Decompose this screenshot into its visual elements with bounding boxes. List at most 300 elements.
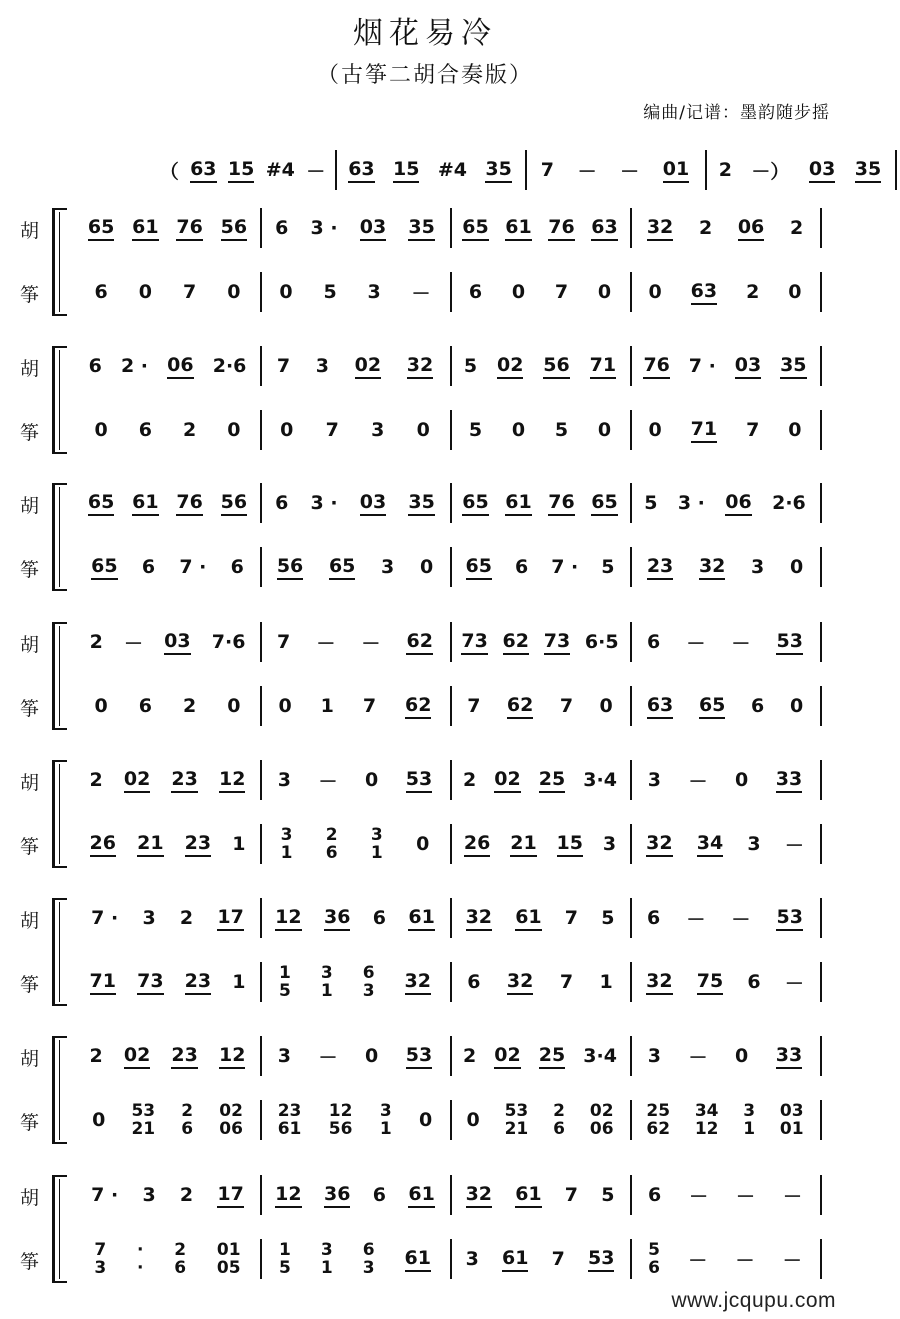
note: 6: [275, 217, 289, 239]
note: 0: [278, 695, 292, 717]
note: 34 12: [694, 1101, 719, 1139]
note: －: [736, 1185, 756, 1208]
note: 2: [179, 907, 194, 929]
staff-row: [75, 624, 825, 660]
note: 73: [461, 630, 487, 655]
note: 3: [277, 769, 291, 791]
note: 2: [89, 1045, 103, 1067]
note: 0: [599, 695, 613, 717]
note: 7: [276, 355, 291, 377]
note: 7: [467, 695, 481, 717]
note: 53: [776, 630, 802, 655]
guzheng-label: 筝: [20, 836, 40, 858]
note: 03: [164, 630, 190, 655]
measure: [79, 348, 256, 384]
measure: [634, 762, 816, 798]
note: 62: [507, 694, 533, 719]
note: －: [688, 1249, 708, 1272]
measure: [634, 348, 816, 384]
barline: [450, 547, 452, 587]
barline: [450, 1036, 452, 1076]
barline: [630, 622, 632, 662]
note: 2: [718, 159, 732, 181]
barline: [260, 346, 262, 386]
barline: [820, 272, 822, 312]
measure: [264, 624, 446, 660]
note: －: [411, 282, 431, 305]
note: 3 ·: [310, 217, 338, 239]
system-bracket: [52, 208, 67, 316]
note: 32: [646, 832, 672, 857]
note: 3 1: [379, 1101, 392, 1139]
note: 2: [89, 769, 103, 791]
barline: [820, 1175, 822, 1215]
barline: [260, 1239, 262, 1279]
note: 76: [176, 491, 202, 516]
note: 15: [557, 832, 583, 857]
barline: [450, 686, 452, 726]
note: 53: [406, 768, 432, 793]
staff-row: [75, 274, 825, 310]
note: 53: [776, 906, 802, 931]
barline: [450, 760, 452, 800]
note: 0: [511, 419, 526, 441]
measure: [264, 210, 446, 246]
note: 32: [647, 216, 673, 241]
note: 1: [232, 971, 246, 993]
barline: [820, 1239, 822, 1279]
note: 6: [467, 971, 481, 993]
measure: [79, 210, 256, 246]
measure: [709, 152, 891, 188]
note: －: [686, 632, 706, 655]
note: 01 05: [216, 1240, 241, 1278]
system-bracket: [52, 1036, 67, 1144]
barline: [820, 547, 822, 587]
measure: [454, 826, 626, 862]
note: 65: [91, 555, 117, 580]
measure: [454, 688, 626, 724]
measure: [264, 549, 446, 585]
note: 35: [485, 158, 511, 183]
note: 5: [463, 355, 478, 377]
staff-row: [75, 1241, 825, 1277]
measure: [264, 412, 446, 448]
note: －: [620, 160, 640, 183]
note: 12: [219, 1044, 245, 1069]
note: 6: [747, 971, 761, 993]
note: 02: [124, 1044, 150, 1069]
note: 3·4: [583, 1045, 617, 1067]
note: 1: [320, 695, 334, 717]
note: 3: [647, 1045, 661, 1067]
note: 6 3: [362, 1240, 375, 1278]
note: 33: [776, 768, 802, 793]
note: 1 5: [279, 1240, 291, 1278]
barline: [260, 208, 262, 248]
note: 32: [407, 354, 433, 379]
note: 63: [591, 216, 617, 241]
measure: [454, 964, 626, 1000]
measure: [264, 1038, 446, 1074]
note: 3: [647, 769, 661, 791]
note: －: [686, 908, 706, 931]
note: 2: [746, 281, 760, 303]
note: 3: [381, 556, 395, 578]
note: 23: [185, 832, 211, 857]
note: 0: [788, 419, 802, 441]
note: 6: [275, 492, 289, 514]
note: 2·6: [772, 492, 806, 514]
note: 0: [416, 833, 430, 855]
note: 73: [544, 630, 570, 655]
score-title: 烟花易冷: [353, 16, 497, 51]
note: 6: [372, 907, 386, 929]
note: 0: [419, 1109, 433, 1131]
barline: [820, 898, 822, 938]
note: 35: [408, 491, 434, 516]
barline: [630, 410, 632, 450]
note: 35: [780, 354, 806, 379]
measure: [454, 348, 626, 384]
measure: [79, 964, 256, 1000]
note: 1: [232, 833, 246, 855]
erhu-label: 胡: [20, 358, 40, 380]
note: 2: [698, 217, 713, 239]
note: －: [782, 1249, 802, 1272]
note: 61: [515, 1183, 541, 1208]
note: 6: [514, 556, 529, 578]
measure: [454, 485, 626, 521]
note: 1: [599, 971, 613, 993]
barline: [450, 483, 452, 523]
barline: [630, 824, 632, 864]
note: 0: [227, 419, 241, 441]
note: 56: [221, 216, 247, 241]
note: 02: [497, 354, 523, 379]
note: 23: [647, 555, 673, 580]
note: 35: [855, 158, 881, 183]
measure: [634, 1038, 816, 1074]
note: 63: [691, 280, 717, 305]
note: 6: [94, 281, 108, 303]
note: 3 1: [320, 963, 333, 1001]
note: 3 1: [280, 825, 293, 863]
note: 26: [90, 832, 116, 857]
guzheng-label: 筝: [20, 284, 40, 306]
measure: [79, 485, 256, 521]
note: 0: [227, 281, 241, 303]
barline: [820, 483, 822, 523]
measure: [634, 549, 816, 585]
barline: [450, 824, 452, 864]
note: 7·6: [211, 631, 246, 653]
measure: [634, 826, 816, 862]
note: －: [688, 1046, 708, 1069]
note: 5: [554, 419, 569, 441]
note: 63: [190, 158, 216, 183]
note: 53: [588, 1247, 614, 1272]
barline: [260, 622, 262, 662]
note: 0: [365, 769, 379, 791]
note: 3: [367, 281, 381, 303]
note: 65: [329, 555, 355, 580]
measure: [634, 688, 816, 724]
barline: [820, 1036, 822, 1076]
barline: [260, 547, 262, 587]
note: 02: [355, 354, 381, 379]
system-bracket: [52, 898, 67, 1006]
note: 03: [809, 158, 835, 183]
note: －: [318, 770, 338, 793]
note: 0: [597, 281, 612, 303]
measure: [634, 900, 816, 936]
barline: [630, 346, 632, 386]
measure: [264, 900, 446, 936]
erhu-label: 胡: [20, 220, 40, 242]
barline: [450, 1239, 452, 1279]
note: 56: [543, 354, 569, 379]
note: 61: [502, 1247, 528, 1272]
measure: [79, 412, 256, 448]
note: 3: [277, 1045, 291, 1067]
note: 6: [141, 556, 156, 578]
barline: [820, 1100, 822, 1140]
note: 65: [88, 216, 114, 241]
barline: [260, 1036, 262, 1076]
barline: [630, 1175, 632, 1215]
measure: [264, 826, 446, 862]
staff-row: [150, 152, 900, 188]
measure: [454, 624, 626, 660]
note: 61: [408, 1183, 434, 1208]
system-bracket: [52, 346, 67, 454]
measure: [264, 688, 446, 724]
barline: [450, 1100, 452, 1140]
barline: [630, 272, 632, 312]
system-bracket: [52, 622, 67, 730]
note: 0: [92, 1109, 106, 1131]
system-bracket: [52, 1175, 67, 1283]
barline: [820, 208, 822, 248]
note: 7: [183, 281, 197, 303]
note: #4: [265, 159, 295, 181]
note: 61: [132, 491, 158, 516]
barline: [450, 898, 452, 938]
measure: [454, 762, 626, 798]
note: 0: [94, 419, 108, 441]
note: 7: [277, 631, 291, 653]
note: 61: [132, 216, 158, 241]
barline: [820, 410, 822, 450]
note: 7: [540, 159, 555, 181]
barline: [260, 824, 262, 864]
note: 0: [227, 695, 241, 717]
measure: [79, 826, 256, 862]
barline: [260, 410, 262, 450]
note: 56: [277, 555, 303, 580]
note: 17: [217, 1183, 243, 1208]
barline: [630, 962, 632, 1002]
note: －: [577, 160, 597, 183]
barline: [820, 760, 822, 800]
note: 23 61: [277, 1101, 302, 1139]
note: 1 5: [279, 963, 291, 1001]
measure: [79, 1241, 256, 1277]
note: 32: [405, 970, 431, 995]
note: 7: [362, 695, 377, 717]
erhu-label: 胡: [20, 634, 40, 656]
note: 7 ·: [688, 355, 716, 377]
barline: [630, 208, 632, 248]
barline: [630, 1239, 632, 1279]
note: 3 ·: [677, 492, 705, 514]
arranger-credit: 编曲/记谱：墨韵随步摇: [643, 103, 830, 123]
note: 0: [648, 281, 662, 303]
note: －: [306, 160, 326, 183]
measure: [79, 624, 256, 660]
note: 3·4: [583, 769, 617, 791]
note: 2: [179, 1184, 194, 1206]
note: 7: [554, 281, 569, 303]
measure: [264, 348, 446, 384]
note: －: [688, 770, 708, 793]
note: 63: [348, 158, 374, 183]
barline: [260, 962, 262, 1002]
note: 61: [515, 906, 541, 931]
note: 03: [360, 216, 386, 241]
note: 25: [539, 768, 565, 793]
note: 03: [735, 354, 761, 379]
note: 76: [176, 216, 202, 241]
note: · ·: [137, 1240, 144, 1278]
measure: [454, 274, 626, 310]
note: 21: [137, 832, 163, 857]
barline: [820, 346, 822, 386]
barline: [260, 760, 262, 800]
measure: [634, 274, 816, 310]
score-subtitle: （古筝二胡合奏版）: [316, 63, 533, 88]
note: 7: [559, 695, 574, 717]
barline: [630, 1100, 632, 1140]
note: 7: [564, 1184, 579, 1206]
measure: [634, 1241, 816, 1277]
note: 0: [735, 769, 749, 791]
barline: [450, 410, 452, 450]
barline: [260, 686, 262, 726]
measure: [264, 762, 446, 798]
barline: [260, 898, 262, 938]
note: 76: [548, 216, 574, 241]
note: 76: [643, 354, 669, 379]
note: －: [731, 632, 751, 655]
staff-row: [75, 1177, 825, 1213]
barline: [630, 483, 632, 523]
note: 15: [228, 158, 254, 183]
erhu-label: 胡: [20, 772, 40, 794]
measure: [264, 274, 446, 310]
guzheng-label: 筝: [20, 698, 40, 720]
measure: [264, 1241, 446, 1277]
note: 25 62: [646, 1101, 671, 1139]
system-bracket: [52, 760, 67, 868]
note: 02: [494, 1044, 520, 1069]
note: 7: [564, 907, 579, 929]
guzheng-label: 筝: [20, 422, 40, 444]
note: 0: [511, 281, 526, 303]
note: 0: [789, 556, 804, 578]
note: 62: [405, 694, 431, 719]
measure: [454, 1177, 626, 1213]
note: 23: [185, 970, 211, 995]
note: －: [316, 632, 336, 655]
note: （: [159, 160, 179, 183]
barline: [450, 962, 452, 1002]
guzheng-label: 筝: [20, 1251, 40, 1273]
note: 61: [408, 906, 434, 931]
note: 0: [365, 1045, 379, 1067]
note: 65: [591, 491, 617, 516]
barline: [820, 962, 822, 1002]
note: 5: [601, 1184, 615, 1206]
measure: [634, 210, 816, 246]
note: 17: [217, 906, 243, 931]
note: 3: [142, 1184, 156, 1206]
note: 0: [279, 281, 293, 303]
note: 2 ·: [120, 355, 148, 377]
note: 6: [468, 281, 483, 303]
measure: [79, 1038, 256, 1074]
note: 3: [602, 833, 617, 855]
note: 0: [138, 281, 152, 303]
note: －: [689, 1185, 709, 1208]
note: 5 6: [648, 1240, 660, 1278]
note: －: [318, 1046, 338, 1069]
note: 62: [503, 630, 529, 655]
measure: [264, 1177, 446, 1213]
note: 02 06: [219, 1101, 243, 1139]
note: 6: [647, 1184, 662, 1206]
note: 2: [463, 1045, 477, 1067]
note: 32: [507, 970, 533, 995]
note: －: [731, 908, 751, 931]
note: 5: [468, 419, 483, 441]
erhu-label: 胡: [20, 495, 40, 517]
note: 5: [601, 907, 615, 929]
note: －: [782, 1185, 802, 1208]
note: 3: [747, 833, 761, 855]
note: 61: [505, 491, 531, 516]
note: 0: [280, 419, 294, 441]
note: 2 6: [325, 825, 338, 863]
note: 6: [751, 695, 765, 717]
guzheng-label: 筝: [20, 974, 40, 996]
note: 01: [663, 158, 689, 183]
note: #4: [437, 159, 467, 181]
note: 3 1: [370, 825, 383, 863]
note: 65: [699, 694, 725, 719]
note: 2 6: [553, 1101, 565, 1139]
note: 6: [372, 1184, 386, 1206]
measure: [79, 762, 256, 798]
note: 3: [142, 907, 156, 929]
note: 2 6: [181, 1101, 194, 1139]
note: 5: [323, 281, 337, 303]
measure: [529, 152, 701, 188]
staff-row: [75, 210, 825, 246]
barline: [335, 150, 337, 190]
erhu-label: 胡: [20, 1187, 40, 1209]
